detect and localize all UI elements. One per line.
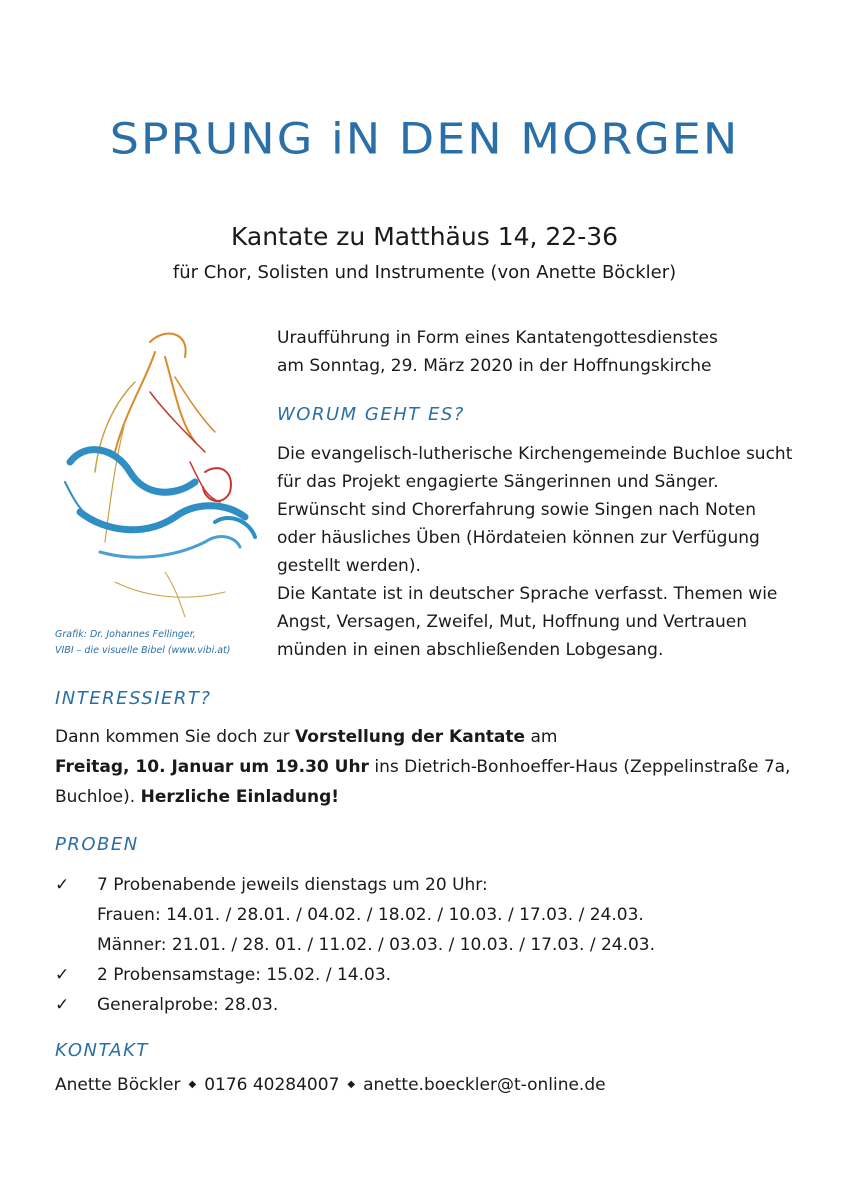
caption-line-2: VIBI – die visuelle Bibel (www.vibi.at) [55,645,231,656]
subtitle-instruments: für Chor, Solisten und Instrumente (von Anette Böckler) [172,262,677,283]
interessiert-text [55,722,815,812]
contact-email: anette.boeckler@t-online.de [363,1075,606,1095]
interest-text-3: ins Dietrich-Bonhoeffer-Haus (Zeppelinstraße 7a, [368,757,791,777]
list-item [55,870,815,900]
interest-text-2: am [525,727,558,747]
wave-stroke-1 [70,450,195,493]
illustration-jesus-peter [55,322,265,622]
worum-text [277,440,797,664]
heading-worum: WORUM GEHT ES? [277,404,465,425]
contact-line [55,1070,606,1100]
heading-kontakt: KONTAKT [55,1040,149,1061]
worum-paragraph-1: Die evangelisch-lutherische Kirchengemeinde Buchloe sucht für das Projekt engagierte Sängerinnen und Sänger. Erwünscht sind Chorerfahrung sowie Singen nach Noten oder häusliches Üben (Hördateien können zur Verfügung gestellt werden). [277,444,793,576]
main-title: SPRUNG iN DEN MORGEN [109,114,740,164]
contact-name: Anette Böckler [55,1075,181,1095]
interest-bold-1: Vorstellung der Kantate [295,727,526,747]
proben-frauen: Frauen: 14.01. / 28.01. / 04.02. / 18.02. / 10.03. / 17.03. / 24.03. [97,905,644,925]
proben-maenner: Männer: 21.01. / 28. 01. / 11.02. / 03.03. / 10.03. / 17.03. / 24.03. [97,935,656,955]
proben-item-3: Generalprobe: 28.03. [97,995,279,1015]
interest-text-4: Buchloe). [55,787,141,807]
interest-text-1: Dann kommen Sie doch zur [55,727,296,747]
diamond-icon: ◆ [188,1079,197,1090]
subtitle: Kantate zu Matthäus 14, 22-36 [230,222,619,251]
interest-bold-3: Herzliche Einladung! [140,787,340,807]
diamond-icon: ◆ [347,1079,356,1090]
heading-interessiert: INTERESSIERT? [55,688,212,709]
figure-stroke-2 [165,357,195,442]
contact-phone: 0176 40284007 [204,1075,340,1095]
worum-paragraph-2: Die Kantate ist in deutscher Sprache verfasst. Themen wie Angst, Versagen, Zweifel, Mut, Hoffnung und Vertrauen münden in einen abschließenden Lobgesang. [277,584,778,660]
ground-stroke [115,582,225,597]
peter-stroke [203,468,231,501]
list-item [55,900,815,930]
proben-item-1: 7 Probenabende jeweils dienstags um 20 Uhr: [97,875,488,895]
checkmark-icon: ✓ [55,875,70,895]
premiere-line-2: am Sonntag, 29. März 2020 in der Hoffnungskirche [277,356,712,376]
wave-stroke-3 [100,537,240,558]
illustration-caption [55,627,255,659]
ground-stroke-2 [165,572,185,617]
checkmark-icon: ✓ [55,965,70,985]
list-item [55,930,815,960]
caption-line-1: Grafik: Dr. Johannes Fellinger, [55,629,196,640]
list-item [55,960,815,990]
premiere-line-1: Uraufführung in Form eines Kantatengottesdienstes [277,328,718,348]
proben-list [55,870,815,1020]
checkmark-icon: ✓ [55,995,70,1015]
interest-bold-2: Freitag, 10. Januar um 19.30 Uhr [55,757,369,777]
heading-proben: PROBEN [55,834,139,855]
proben-item-2: 2 Probensamstage: 15.02. / 14.03. [97,965,392,985]
figure-stroke-4 [175,377,215,432]
premiere-info [277,324,797,380]
list-item [55,990,815,1020]
wave-stroke-5 [215,518,255,537]
